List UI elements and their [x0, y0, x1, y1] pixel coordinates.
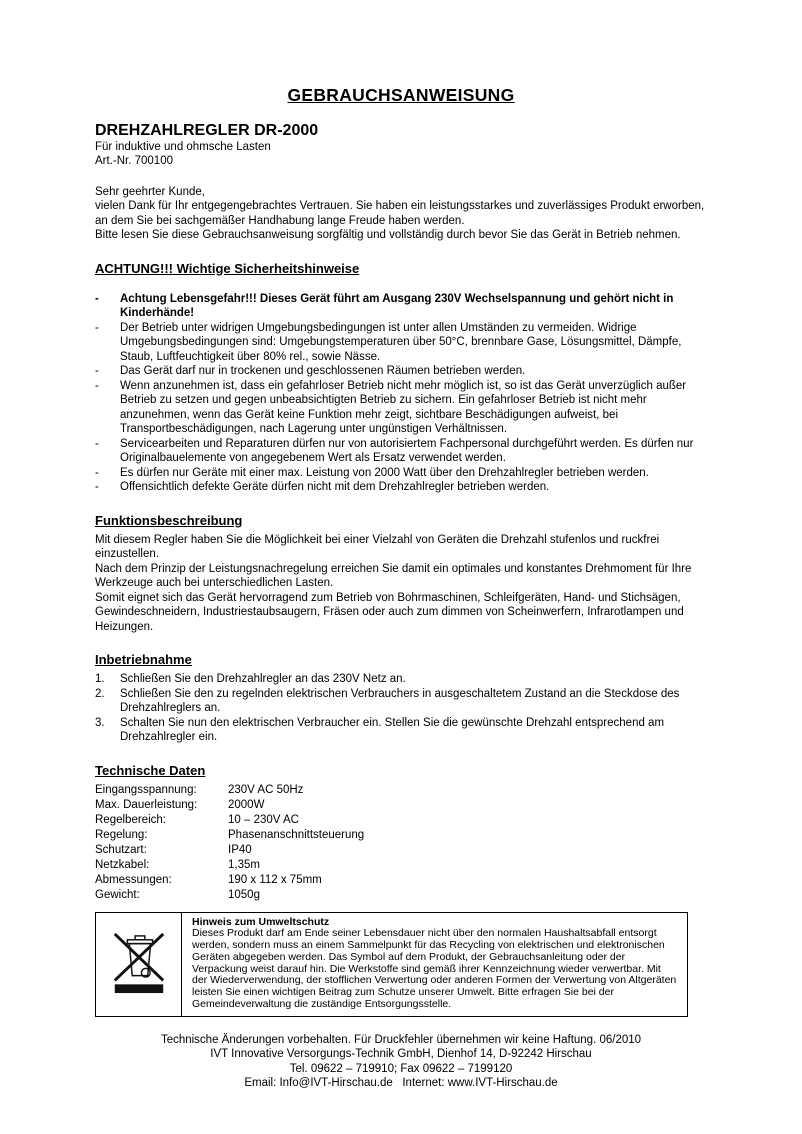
bullet-marker: -	[95, 379, 99, 392]
safety-item-text: Achtung Lebensgefahr!!! Dieses Gerät führt am Ausgang 230V Wechselspannung und gehört nicht in Kinderhände!	[120, 292, 674, 319]
bullet-marker: -	[95, 466, 99, 479]
tech-row	[95, 813, 707, 828]
technical-data-heading: Technische Daten	[95, 762, 206, 778]
footer	[95, 1033, 707, 1091]
safety-item	[95, 379, 707, 437]
environment-icon-cell	[96, 913, 182, 1016]
product-article-number: Art.-Nr. 700100	[95, 155, 173, 167]
safety-item-text: Das Gerät darf nur in trockenen und geschlossenen Räumen betrieben werden.	[120, 365, 526, 377]
function-description-line: Nach dem Prinzip der Leistungsnachregelung erreichen Sie damit ein optimales und konstantes Drehmoment für Ihre Werkzeuge auch bei unterschiedlichen Lasten.	[95, 562, 692, 589]
bullet-marker: -	[95, 365, 99, 377]
tech-value: 230V AC 50Hz	[228, 783, 304, 796]
tech-label: Netzkabel:	[95, 858, 150, 871]
step-number: 2.	[95, 687, 105, 700]
environment-title: Hinweis zum Umweltschutz	[192, 915, 330, 928]
safety-item	[95, 321, 707, 365]
tech-value: Phasenanschnittsteuerung	[228, 828, 365, 841]
safety-heading: ACHTUNG!!! Wichtige Sicherheitshinweise	[95, 260, 360, 276]
function-description-line: Mit diesem Regler haben Sie die Möglichkeit bei einer Vielzahl von Geräten die Drehzahl stufenlos und ruckfrei einzustellen.	[95, 533, 660, 560]
safety-item-text: Offensichtlich defekte Geräte dürfen nicht mit dem Drehzahlregler betrieben werden.	[120, 481, 550, 493]
tech-label: Max. Dauerleistung:	[95, 798, 198, 811]
tech-row	[95, 858, 707, 873]
intro-salutation: Sehr geehrter Kunde,	[95, 185, 205, 198]
step-text: Schließen Sie den zu regelnden elektrischen Verbrauchers in ausgeschaltetem Zustand an die Steckdose des Drehzahlreglers an.	[120, 687, 680, 714]
tech-row	[95, 783, 707, 798]
tech-row	[95, 873, 707, 888]
tech-row	[95, 828, 707, 843]
safety-item	[95, 480, 707, 495]
technical-data-table	[95, 783, 707, 903]
environment-text: Dieses Produkt darf am Ende seiner Lebensdauer nicht über den normalen Haushaltsabfall entsorgt werden, sondern muss an einem Sammelpunkt für das Recycling von elektrischen und elektronischen Geräten abgegeben werden. Das Symbol auf dem Produkt, der Gebrauchsanleitung oder der Verpackung weist darauf hin. Die Werkstoffe sind gemäß ihrer Kennzeichnung wieder verwertbar. Mit der Wiederverwendung, der stofflichen Verwertung oder anderen Formen der Verwertung von Altgeräten leisten Sie einen wichtigen Beitrag zum Schutze unserer Umwelt. Bitte erfragen Sie bei der Gemeindeverwaltung die zuständige Entsorgungsstelle.	[192, 927, 677, 1011]
product-name: DREHZAHLREGLER DR-2000	[95, 121, 319, 139]
safety-item	[95, 437, 707, 466]
safety-bullet-list	[95, 292, 707, 495]
step-number: 3.	[95, 716, 105, 729]
tech-row	[95, 888, 707, 903]
safety-item	[95, 466, 707, 481]
commissioning-heading: Inbetriebnahme	[95, 652, 192, 667]
footer-phone-fax: Tel. 09622 – 719910; Fax 09622 – 7199120	[289, 1062, 513, 1075]
safety-item-text: Der Betrieb unter widrigen Umgebungsbedingungen ist unter allen Umständen zu vermeiden. Widrige Umgebungsbedingungen sind: Umgebungstemperaturen über 50°C, brennbare Gase, Lösungsmittel, Dämpfe, Staub, Luftfeuchtigkeit über 80% rel., sowie Nässe.	[120, 321, 682, 363]
safety-item	[95, 292, 707, 321]
bullet-marker: -	[95, 481, 99, 493]
intro-line-1: vielen Dank für Ihr entgegengebrachtes Vertrauen. Sie haben ein leistungsstarkes und zuverlässiges Produkt erworben, an dem Sie bei sachgemäßer Handhabung lange Freude haben werden.	[95, 200, 705, 227]
intro-paragraph	[95, 185, 707, 243]
step-text: Schließen Sie den Drehzahlregler an das 230V Netz an.	[120, 673, 406, 685]
tech-value: IP40	[228, 843, 252, 856]
function-description-section	[95, 513, 707, 635]
product-subtitle: Für induktive und ohmsche Lasten	[95, 140, 271, 153]
safety-item-text: Servicearbeiten und Reparaturen dürfen nur von autorisiertem Fachpersonal durchgeführt werden. Es dürfen nur Originalbauelemente von angegebenem Wert als Ersatz verwendet werden.	[120, 437, 694, 464]
bullet-marker: -	[95, 437, 99, 450]
footer-disclaimer: Technische Änderungen vorbehalten. Für Druckfehler übernehmen wir keine Haftung. 06/2010	[160, 1033, 642, 1046]
commissioning-step	[95, 716, 707, 745]
function-description-heading: Funktionsbeschreibung	[95, 512, 243, 528]
footer-company: IVT Innovative Versorgungs-Technik GmbH, Dienhof 14, D-92242 Hirschau	[210, 1048, 592, 1061]
safety-item-text: Es dürfen nur Geräte mit einer max. Leistung von 2000 Watt über den Drehzahlregler betrieben werden.	[120, 466, 649, 479]
environment-notice-box	[95, 912, 688, 1017]
safety-item-text: Wenn anzunehmen ist, dass ein gefahrloser Betrieb nicht mehr möglich ist, so ist das Gerät unverzüglich außer Betrieb zu setzen und gegen unbeabsichtigten Betrieb zu sichern. Ein gefahrloser Betrieb ist nicht mehr anzunehmen, wenn das Gerät keine Funktion mehr zeigt, sichtbare Beschädigungen aufweist, bei Transportbeschädigungen, nach Lagerung unter ungünstigen Verhältnissen.	[120, 379, 687, 435]
function-description-line: Somit eignet sich das Gerät hervorragend zum Betrieb von Bohrmaschinen, Schleifgeräten, Hand- und Stichsägen, Gewindeschneidern, Industriestaubsaugern, Fräsen oder auch zum dimmen von Scheinwerfern, Infrarotlampen und Heizungen.	[95, 591, 684, 633]
tech-label: Regelung:	[95, 828, 148, 841]
tech-label: Schutzart:	[95, 843, 147, 856]
safety-item	[95, 364, 707, 379]
commissioning-step	[95, 687, 707, 716]
commissioning-steps	[95, 672, 707, 745]
tech-label: Eingangsspannung:	[95, 783, 197, 796]
weee-crossed-bin-icon	[108, 929, 170, 999]
commissioning-step	[95, 672, 707, 687]
tech-label: Gewicht:	[95, 888, 140, 901]
step-number: 1.	[95, 673, 105, 685]
commissioning-section	[95, 652, 707, 745]
environment-text-cell	[182, 913, 687, 1016]
tech-label: Regelbereich:	[95, 813, 166, 826]
footer-email-web: Email: Info@IVT-Hirschau.de Internet: www.IVT-Hirschau.de	[244, 1077, 558, 1090]
tech-row	[95, 798, 707, 813]
safety-section	[95, 261, 707, 495]
bullet-marker: -	[95, 292, 99, 305]
tech-value: 2000W	[228, 798, 265, 811]
tech-label: Abmessungen:	[95, 873, 172, 886]
product-header	[95, 121, 707, 169]
technical-data-section	[95, 763, 707, 903]
document-title: GEBRAUCHSANWEISUNG	[287, 85, 515, 105]
step-text: Schalten Sie nun den elektrischen Verbraucher ein. Stellen Sie die gewünschte Drehzahl entsprechend am Drehzahlregler ein.	[120, 716, 665, 743]
bullet-marker: -	[95, 321, 99, 334]
intro-line-2: Bitte lesen Sie diese Gebrauchsanweisung sorgfältig und vollständig durch bevor Sie das Gerät in Betrieb nehmen.	[95, 229, 681, 241]
tech-value: 1050g	[228, 888, 260, 901]
tech-value: 10 – 230V AC	[228, 813, 299, 826]
tech-row	[95, 843, 707, 858]
tech-value: 1,35m	[228, 858, 260, 871]
tech-value: 190 x 112 x 75mm	[228, 873, 322, 886]
